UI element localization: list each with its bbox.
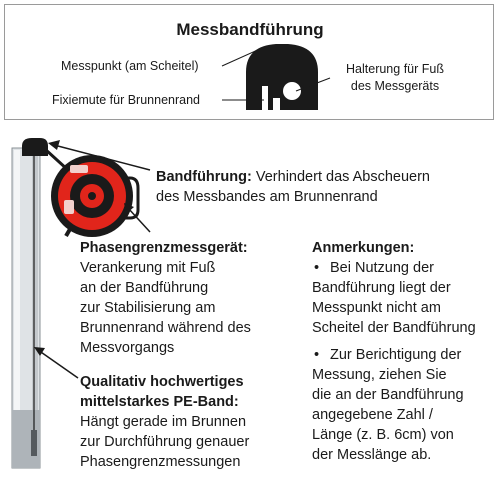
tape-title-2: mittelstarkes PE-Band: xyxy=(80,394,239,410)
note-1-line: Bandführung liegt der xyxy=(312,280,451,296)
meter-callout xyxy=(80,238,251,358)
meter-line: Messvorgangs xyxy=(80,340,175,356)
note-2-line: Messung, ziehen Sie xyxy=(312,367,447,383)
note-2-line: Länge (z. B. 6cm) von xyxy=(312,427,454,443)
label-measuring-point: Messpunkt (am Scheitel) xyxy=(61,59,199,73)
meter-line: zur Stabilisierung am xyxy=(80,300,216,316)
note-1-line: • Bei Nutzung der xyxy=(314,260,434,276)
note-2-line: der Messlänge ab. xyxy=(312,447,432,463)
label-holder-line1: Halterung für Fuß xyxy=(346,62,444,76)
tape-line: Hängt gerade im Brunnen xyxy=(80,414,247,430)
note-1-line: Messpunkt nicht am xyxy=(312,300,441,316)
well-pipe xyxy=(12,148,40,468)
note-1-line: Scheitel der Bandführung xyxy=(312,320,476,336)
detail-box-title: Messbandführung xyxy=(176,20,324,39)
label-locking-nut: Fixiemute für Brunnenrand xyxy=(52,93,200,107)
tape-guide-text2: des Messbandes am Brunnenrand xyxy=(156,189,378,205)
tape-guide-line1 xyxy=(156,167,430,187)
tape-line: zur Durchführung genauer xyxy=(80,434,250,450)
tape-callout xyxy=(80,372,249,472)
note-2-line: angegebene Zahl / xyxy=(312,407,433,423)
tape-guide-title: Bandführung: xyxy=(156,169,252,185)
tape-guide-text1: Verhindert das Abscheuern xyxy=(255,169,430,185)
tape-guide-callout xyxy=(156,167,430,207)
meter-line: Brunnenrand während des xyxy=(80,320,251,336)
rim-tape-guide xyxy=(22,138,48,156)
notes xyxy=(312,238,476,465)
note-2-line: • Zur Berichtigung der xyxy=(314,347,462,363)
meter-line: Verankerung mit Fuß xyxy=(80,260,216,276)
note-item-1 xyxy=(312,258,476,338)
notes-title: Anmerkungen: xyxy=(312,240,415,256)
probe xyxy=(31,430,37,456)
tape-line: Phasengrenzmessungen xyxy=(80,454,241,470)
arrow-tape xyxy=(34,347,78,378)
note-item-2 xyxy=(312,345,476,465)
tape-title-1: Qualitativ hochwertiges xyxy=(80,374,244,390)
meter-line: an der Bandführung xyxy=(80,280,209,296)
label-holder-line2: des Messgeräts xyxy=(350,79,440,93)
note-2-line: die an der Bandführung xyxy=(312,387,464,403)
meter-title: Phasengrenzmessgerät: xyxy=(80,240,248,256)
bullet: • xyxy=(314,260,320,276)
bullet: • xyxy=(314,347,320,363)
